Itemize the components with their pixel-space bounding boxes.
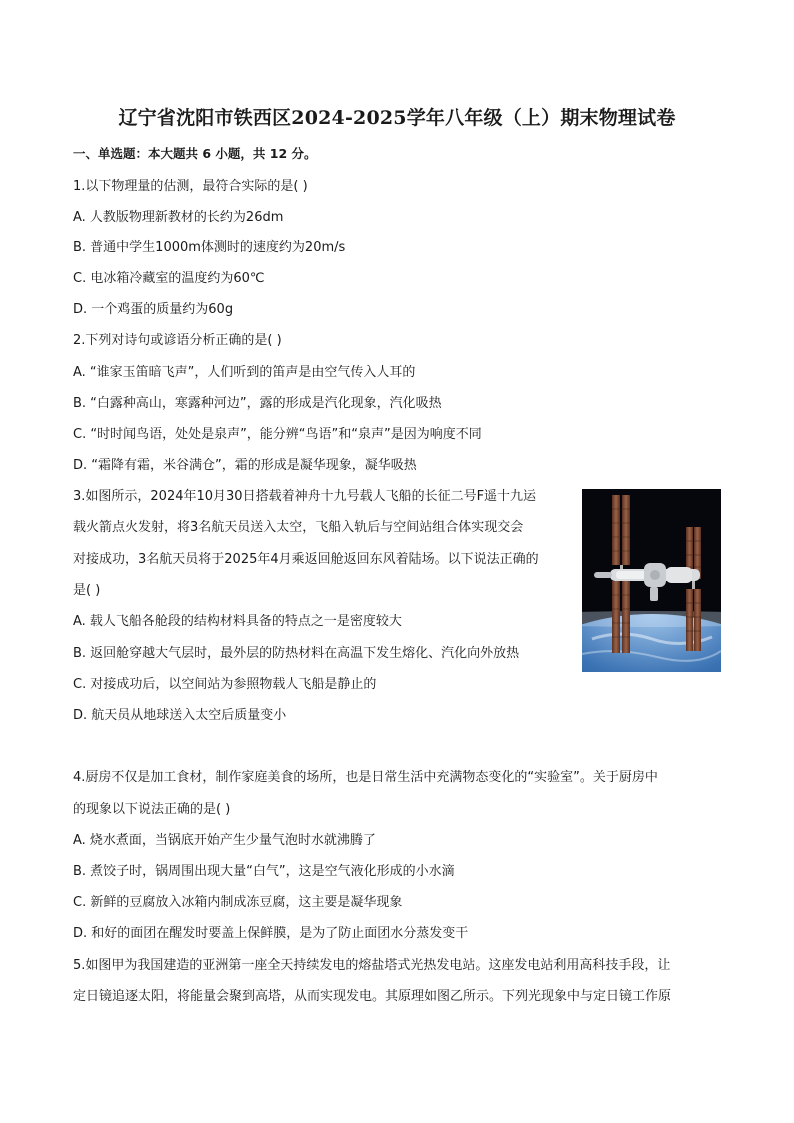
q3-option-d: D. 航天员从地球送入太空后质量变小: [73, 708, 287, 723]
q5-stem-line2: 定日镜追逐太阳，将能量会聚到高塔，从而实现发电。其原理如图乙所示。下列光现象中与定日镜工作原: [73, 989, 672, 1004]
q4-stem-line2: 的现象以下说法正确的是( ): [73, 802, 231, 817]
q3-option-b: B. 返回舱穿越大气层时，最外层的防热材料在高温下发生熔化、汽化向外放热: [73, 646, 520, 661]
q1-option-a: A. 人教版物理新教材的长约为26dm: [73, 210, 284, 225]
q1-option-c: C. 电冰箱冷藏室的温度约为60℃: [73, 271, 265, 286]
q3-stem-line2: 载火箭点火发射，将3名航天员送入太空，飞船入轨后与空间站组合体实现交会: [73, 520, 524, 535]
q2-stem: 2.下列对诗句或谚语分析正确的是( ): [73, 333, 282, 348]
q4-option-d: D. 和好的面团在醒发时要盖上保鲜膜，是为了防止面团水分蒸发变干: [73, 926, 469, 941]
section-heading: 一、单选题：本大题共 6 小题，共 12 分。: [73, 146, 317, 161]
page-title: 辽宁省沈阳市铁西区2024-2025学年八年级（上）期末物理试卷: [118, 107, 676, 129]
q4-option-c: C. 新鲜的豆腐放入冰箱内制成冻豆腐，这主要是凝华现象: [73, 895, 403, 910]
q2-option-d: D. “霜降有霜，米谷满仓”，霜的形成是凝华现象，凝华吸热: [73, 458, 417, 473]
q2-option-a: A. “谁家玉笛暗飞声”，人们听到的笛声是由空气传入人耳的: [73, 365, 416, 380]
q2-option-c: C. “时时闻鸟语，处处是泉声”，能分辨“鸟语”和“泉声”是因为响度不同: [73, 427, 482, 442]
q2-option-b: B. “白露种高山，寒露种河边”，露的形成是汽化现象，汽化吸热: [73, 396, 442, 411]
q4-stem-line1: 4.厨房不仅是加工食材，制作家庭美食的场所，也是日常生活中充满物态变化的“实验室”。关于厨房中: [73, 770, 658, 785]
q3-option-a: A. 载人飞船各舱段的结构材料具备的特点之一是密度较大: [73, 614, 402, 629]
q5-stem-line1: 5.如图甲为我国建造的亚洲第一座全天持续发电的熔盐塔式光热发电站。这座发电站利用高科技手段，让: [73, 958, 671, 973]
q3-stem-line1: 3.如图所示，2024年10月30日搭载着神舟十九号载人飞船的长征二号F遥十九运: [73, 489, 537, 504]
q3-option-c: C. 对接成功后，以空间站为参照物载人飞船是静止的: [73, 677, 377, 692]
q3-stem-line3: 对接成功，3名航天员将于2025年4月乘返回舱返回东风着陆场。以下说法正确的: [73, 552, 539, 567]
q1-option-b: B. 普通中学生1000m体测时的速度约为20m/s: [73, 240, 346, 255]
q1-option-d: D. 一个鸡蛋的质量约为60g: [73, 302, 234, 317]
q4-option-b: B. 煮饺子时，锅周围出现大量“白气”，这是空气液化形成的小水滴: [73, 864, 455, 879]
q3-stem-line4: 是( ): [73, 583, 101, 598]
q1-stem: 1.以下物理量的估测，最符合实际的是( ): [73, 179, 308, 194]
space-station-image: [582, 489, 721, 672]
q4-option-a: A. 烧水煮面，当锅底开始产生少量气泡时水就沸腾了: [73, 833, 376, 848]
